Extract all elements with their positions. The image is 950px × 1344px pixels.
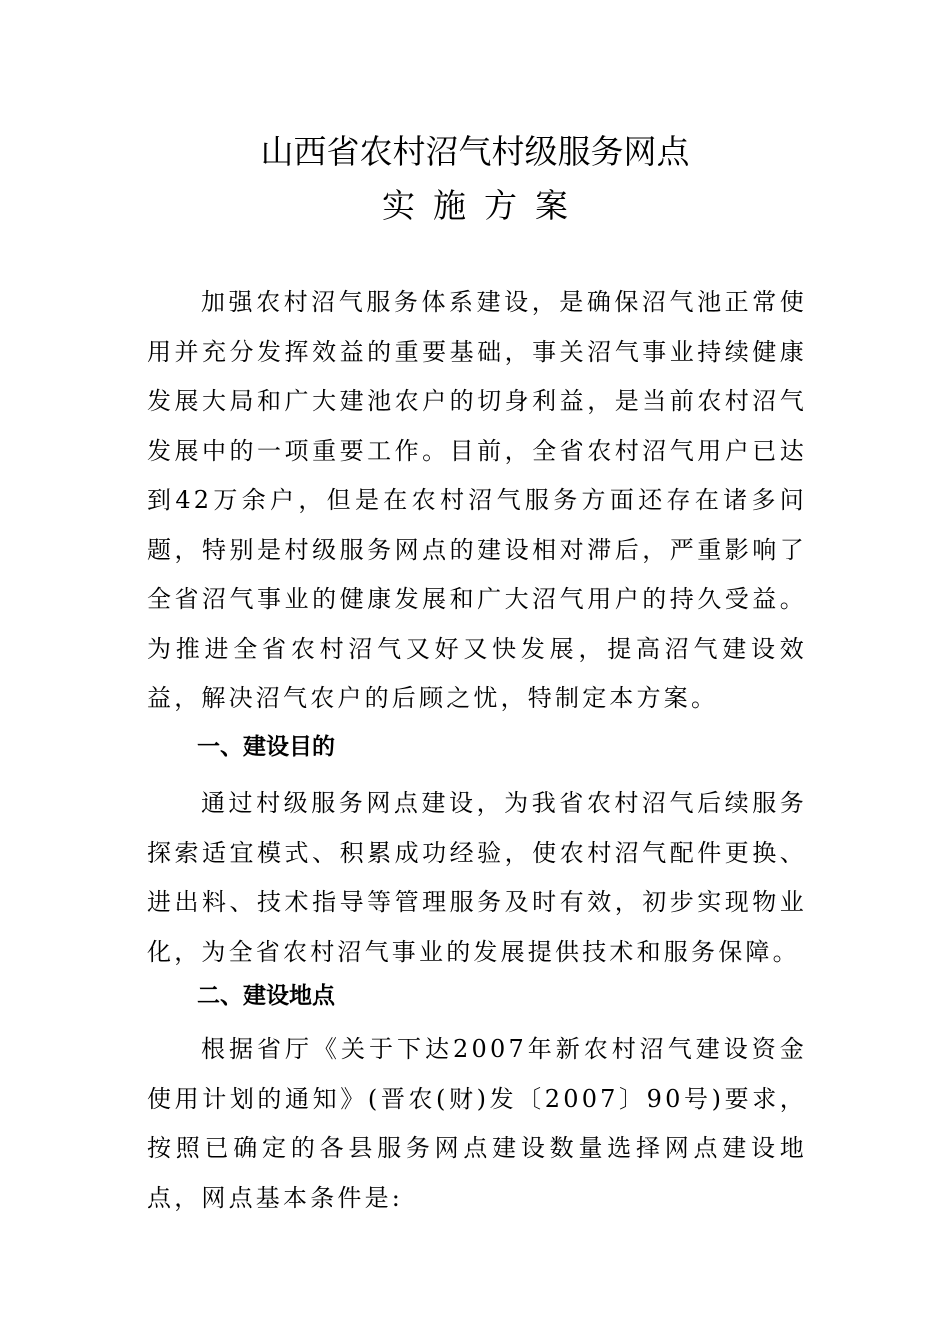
section-heading-location: 二、建设地点 <box>197 983 335 1009</box>
document-title: 山西省农村沼气村级服务网点 <box>260 132 690 171</box>
location-paragraph: 根据省厅《关于下达2007年新农村沼气建设资金使用计划的通知》(晋农(财)发〔2007〕90号)要求，按照已确定的各县服务网点建设数量选择网点建设地点，网点基本条件是: <box>147 1035 807 1212</box>
document-subtitle: 实施方案 <box>382 186 586 225</box>
purpose-paragraph: 通过村级服务网点建设，为我省农村沼气后续服务探索适宜模式、积累成功经验，使农村沼气配件更换、进出料、技术指导等管理服务及时有效，初步实现物业化，为全省农村沼气事业的发展提供技术和服务保障。 <box>147 789 807 966</box>
intro-paragraph: 加强农村沼气服务体系建设，是确保沼气池正常使用并充分发挥效益的重要基础，事关沼气事业持续健康发展大局和广大建池农户的切身利益，是当前农村沼气发展中的一项重要工作。目前，全省农村沼气用户已达到42万余户，但是在农村沼气服务方面还存在诸多问题，特别是村级服务网点的建设相对滞后，严重影响了全省沼气事业的健康发展和广大沼气用户的持久受益。为推进全省农村沼气又好又快发展，提高沼气建设效益，解决沼气农户的后顾之忧，特制定本方案。 <box>147 288 807 712</box>
section-heading-purpose: 一、建设目的 <box>197 734 335 760</box>
